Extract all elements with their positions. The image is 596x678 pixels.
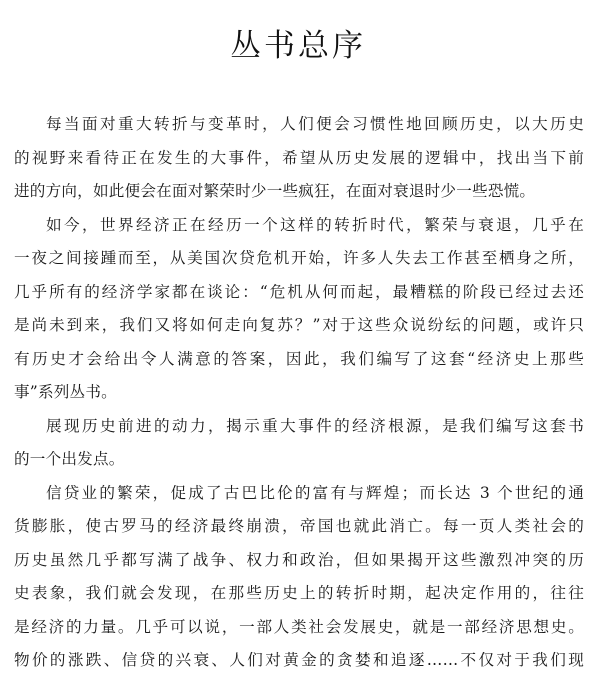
text-line: 展现历史前进的动力，揭示重大事件的经济根源，是我们编写这套书	[46, 416, 584, 435]
text-line: 物价的涨跌、信贷的兴衰、人们对黄金的贪婪和追逐……不仅对于我们现	[14, 651, 584, 669]
body-text	[14, 108, 584, 678]
text-line: 货膨胀，使古罗马的经济最终崩溃，帝国也就此消亡。每一页人类社会的	[14, 517, 584, 535]
text-line: 的视野来看待正在发生的大事件，希望从历史发展的逻辑中，找出当下前	[14, 148, 584, 167]
text-line: 几乎所有的经济学家都在谈论：“危机从何而起，最糟糕的阶段已经过去还	[14, 282, 584, 301]
text-line: 有历史才会给出令人满意的答案，因此，我们编写了这套“经济史上那些	[14, 349, 584, 368]
text-line: 的一个出发点。	[14, 450, 125, 468]
page-title: 丛书总序	[230, 28, 366, 64]
text-line: 是尚未到来，我们又将如何走向复苏？”对于这些众说纷纭的问题，或许只	[14, 316, 584, 334]
text-line: 一夜之间接踵而至，从美国次贷危机开始，许多人失去工作甚至栖身之所，	[14, 249, 584, 267]
text-line: 进的方向，如此便会在面对繁荣时少一些疯狂，在面对衰退时少一些恐慌。	[14, 182, 536, 200]
text-line: 信贷业的繁荣，促成了古巴比伦的富有与辉煌；而长达 3 个世纪的通	[46, 483, 584, 502]
text-line: 是经济的力量。几乎可以说，一部人类社会发展史，就是一部经济思想史。	[14, 617, 584, 636]
text-line: 如今，世界经济正在经历一个这样的转折时代，繁荣与衰退，几乎在	[46, 215, 584, 234]
text-line: 历史虽然几乎都写满了战争、权力和政治，但如果揭开这些激烈冲突的历	[14, 550, 584, 569]
text-line: 每当面对重大转折与变革时，人们便会习惯性地回顾历史，以大历史	[46, 115, 584, 133]
text-line: 史表象，我们就会发现，在那些历史上的转折时期，起决定作用的，往往	[14, 584, 584, 602]
text-line: 事”系列丛书。	[14, 383, 117, 401]
